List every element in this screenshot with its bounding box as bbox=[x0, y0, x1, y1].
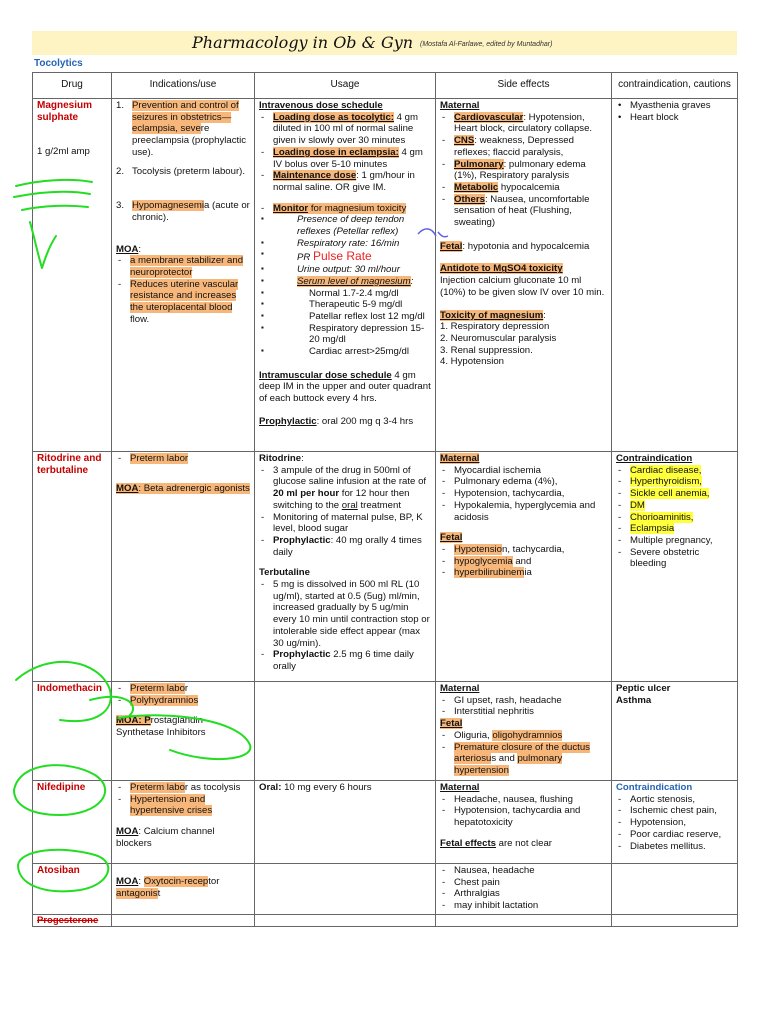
contraindication-heading: Contraindication bbox=[616, 453, 693, 464]
ritodrine-heading: Ritodrine: bbox=[259, 453, 304, 464]
contraindication-item: • Heart block bbox=[616, 112, 733, 124]
indications-cell: 1. Prevention and control of seizures in obstetrics—eclampsia, severe preeclampsia (prophylactic use). 2. Tocolysis (preterm labour). 3. Hypomagnesemia (acute or chronic). MOA: - a membrane stabilizer and neuroprotector - Reduces uterine vascular resistance and increases the uteroplacental blood flow. bbox=[112, 99, 255, 452]
contraindication-item: - Hyperthyroidism, bbox=[616, 476, 733, 488]
usage-item: - 5 mg is dissolved in 500 ml RL (10 ug/ml), started at 0.5 (5ug) ml/min, increased gradually by 5 ug/min every 10 min until contraction stop or intolerable side effect appear (max 30 ug/min). bbox=[259, 579, 431, 649]
side-effects-cell bbox=[436, 864, 612, 915]
drug-name: Atosiban bbox=[37, 865, 80, 876]
im-schedule: Intramuscular dose schedule 4 gm deep IM in the upper and outer quadrant of each buttock every 4 hrs. bbox=[259, 369, 431, 405]
drug-cell bbox=[33, 914, 112, 927]
indications-cell bbox=[112, 682, 255, 781]
drug-cell bbox=[33, 781, 112, 864]
usage-cell bbox=[255, 864, 436, 915]
row-ritodrine-terbutaline bbox=[33, 452, 738, 682]
row-nifedipine bbox=[33, 781, 738, 864]
side-effect-item: - Hypotension, tachycardia, bbox=[440, 544, 607, 556]
indication-item: 1. Prevention and control of seizures in obstetrics—eclampsia, severe preeclampsia (prophylactic use). bbox=[116, 100, 247, 158]
usage-item: - Prophylactic 2.5 mg 6 time daily orally bbox=[259, 649, 431, 672]
page-subtitle: (Mostafa Al-Farlawe, edited by Muntadhar) bbox=[420, 41, 553, 48]
indication-item: 3. Hypomagnesemia (acute or chronic). bbox=[116, 200, 250, 223]
contraindications-cell bbox=[612, 914, 738, 927]
side-effect-item: - Hypotension, tachycardia and hepatotoxicity bbox=[440, 805, 607, 828]
row-magnesium-sulphate bbox=[33, 99, 738, 452]
level-item: ▪ Normal 1.7-2.4 mg/dl bbox=[259, 288, 431, 300]
indication-item: - Polyhydramnios bbox=[116, 695, 250, 707]
header-indications: Indications/use bbox=[112, 73, 255, 99]
contraindication-item: - Ischemic chest pain, bbox=[616, 805, 733, 817]
contraindication-item: - Eclampsia bbox=[616, 523, 733, 535]
moa-item: - a membrane stabilizer and neuroprotector bbox=[116, 255, 250, 278]
side-effect-item: - Nausea, headache bbox=[440, 865, 607, 877]
contraindication-item: - Chorioaminitis, bbox=[616, 512, 733, 524]
drug-name: Magnesium sulphate bbox=[37, 100, 93, 124]
contraindication-item: - Severe obstetric bleeding bbox=[616, 547, 733, 570]
usage-item: - Loading dose in eclampsia: 4 gm IV bolus over 5-10 minutes bbox=[259, 147, 431, 170]
moa: MOA: Beta adrenergic agonists bbox=[116, 482, 250, 494]
drug-name: Ritodrine and terbutaline bbox=[37, 453, 102, 477]
contraindication-item: - Diabetes mellitus. bbox=[616, 841, 733, 853]
terbutaline-heading: Terbutaline bbox=[259, 567, 310, 579]
toxicity-item: 4. Hypotension bbox=[440, 356, 504, 368]
fetal-effect: Fetal: hypotonia and hypocalcemia bbox=[440, 240, 590, 252]
drug-name: Nifedipine bbox=[37, 782, 86, 793]
contraindication-item: - Poor cardiac reserve, bbox=[616, 829, 733, 841]
usage-item: - Maintenance dose: 1 gm/hour in normal saline. OR give IM. bbox=[259, 170, 431, 193]
side-effect-item: - Pulmonary: pulmonary edema (1%), Respiratory paralysis bbox=[440, 159, 607, 182]
contraindication-item: - Aortic stenosis, bbox=[616, 794, 733, 806]
maternal-heading: Maternal bbox=[440, 683, 480, 694]
monitor-item: ▪ Presence of deep tendon reflexes (Petellar reflex) bbox=[259, 214, 431, 237]
fetal-heading: Fetal bbox=[440, 532, 463, 544]
usage-cell bbox=[255, 781, 436, 864]
drug-cell bbox=[33, 864, 112, 915]
side-effect-item: - Headache, nausea, flushing bbox=[440, 794, 607, 806]
moa: MOA: Calcium channel blockers bbox=[116, 826, 215, 849]
toxicity-heading: Toxicity of magnesium: bbox=[440, 309, 546, 321]
side-effects-cell bbox=[436, 452, 612, 682]
fetal-effect: Fetal effects are not clear bbox=[440, 837, 552, 849]
usage-cell bbox=[255, 914, 436, 927]
usage-item: - 3 ampule of the drug in 500ml of glucose saline infusion at the rate of 20 ml per hour for 12 hour then switching to the oral treatment bbox=[259, 465, 431, 512]
page-title: Pharmacology in Ob & Gyn bbox=[192, 33, 414, 52]
side-effects-cell bbox=[436, 682, 612, 781]
side-effects-cell bbox=[436, 99, 612, 452]
antidote-heading: Antidote to MgSO4 toxicity bbox=[440, 263, 563, 275]
header-side-effects: Side effects bbox=[436, 73, 612, 99]
usage-item: - Monitor for magnesium toxicity bbox=[259, 203, 431, 215]
drug-cell bbox=[33, 452, 112, 682]
maternal-heading: Maternal bbox=[440, 782, 480, 793]
toxicity-item: 3. Renal suppression. bbox=[440, 344, 533, 356]
indications-cell bbox=[112, 452, 255, 682]
contraindication-item: - Sickle cell anemia, bbox=[616, 488, 733, 500]
side-effect-item: - Chest pain bbox=[440, 877, 607, 889]
level-item: ▪ Cardiac arrest>25mg/dl bbox=[259, 346, 431, 358]
side-effect-item: - Hypokalemia, hyperglycemia and acidosis bbox=[440, 500, 607, 523]
contraindication-item: Peptic ulcer bbox=[616, 683, 671, 694]
drug-name: Progesterone bbox=[37, 914, 99, 926]
side-effect-item: - Others: Nausea, uncomfortable sensation of heat (Flushing, sweating) bbox=[440, 194, 607, 229]
monitor-item: ▪ PR Pulse Rate bbox=[259, 249, 431, 264]
contraindications-cell bbox=[612, 452, 738, 682]
side-effect-item: - Premature closure of the ductus arteriosus and pulmonary hypertension bbox=[440, 742, 607, 777]
indications-cell bbox=[112, 864, 255, 915]
indications-cell bbox=[112, 781, 255, 864]
drug-cell bbox=[33, 99, 112, 452]
monitor-item: ▪ Urine output: 30 ml/hour bbox=[259, 264, 431, 276]
indication-item: 2. Tocolysis (preterm labour). bbox=[116, 165, 246, 177]
contraindication-item: - Cardiac disease, bbox=[616, 465, 733, 477]
side-effect-item: - Hypotension, tachycardia, bbox=[440, 488, 607, 500]
header-row bbox=[33, 73, 738, 99]
contraindication-item: - DM bbox=[616, 500, 733, 512]
moa-item: - Reduces uterine vascular resistance and increases the uteroplacental blood flow. bbox=[116, 279, 250, 326]
contraindication-item: - Hypotension, bbox=[616, 817, 733, 829]
indication-item: - Preterm labor as tocolysis bbox=[116, 782, 250, 794]
header-drug: Drug bbox=[33, 73, 112, 99]
contraindications-cell bbox=[612, 864, 738, 915]
level-item: ▪ Patellar reflex lost 12 mg/dl bbox=[259, 311, 431, 323]
indication-item: - Preterm labor bbox=[116, 453, 250, 465]
section-heading: Tocolytics bbox=[34, 58, 83, 69]
side-effect-item: - CNS: weakness, Depressed reflexes; flaccid paralysis, bbox=[440, 135, 607, 158]
monitor-item: ▪ Serum level of magnesium: bbox=[259, 276, 431, 288]
indication-item: - Hypertension and hypertensive crises bbox=[116, 794, 250, 817]
side-effect-item: - Metabolic hypocalcemia bbox=[440, 182, 607, 194]
side-effect-item: - hyperbilirubinemia bbox=[440, 567, 607, 579]
side-effect-item: - hypoglycemia and bbox=[440, 556, 607, 568]
drug-cell bbox=[33, 682, 112, 781]
usage-cell bbox=[255, 682, 436, 781]
prophylactic-dose: Prophylactic: oral 200 mg q 3-4 hrs bbox=[259, 415, 414, 427]
side-effects-cell bbox=[436, 914, 612, 927]
usage-cell bbox=[255, 452, 436, 682]
side-effect-item: - Pulmonary edema (4%), bbox=[440, 476, 607, 488]
contraindication-item: - Multiple pregnancy, bbox=[616, 535, 733, 547]
moa-label: MOA bbox=[116, 243, 139, 255]
drug-dose: 1 g/2ml amp bbox=[37, 146, 90, 158]
maternal-heading: Maternal bbox=[440, 453, 480, 464]
fetal-heading: Fetal bbox=[440, 718, 463, 730]
level-item: ▪ Respiratory depression 15-20 mg/dl bbox=[259, 323, 431, 346]
contraindication-heading: Contraindication bbox=[616, 782, 693, 793]
contraindications-cell bbox=[612, 781, 738, 864]
side-effects-cell bbox=[436, 781, 612, 864]
toxicity-item: 1. Respiratory depression bbox=[440, 321, 550, 333]
moa: MOA: Oxytocin-receptor antagonist bbox=[116, 876, 220, 899]
header-contraindications: contraindication, cautions bbox=[612, 73, 738, 99]
tocolytics-table bbox=[32, 72, 738, 927]
toxicity-item: 2. Neuromuscular paralysis bbox=[440, 332, 557, 344]
side-effect-item: - Interstitial nephritis bbox=[440, 706, 607, 718]
side-effect-item: - GI upset, rash, headache bbox=[440, 695, 607, 707]
contraindication-item: Asthma bbox=[616, 694, 652, 706]
level-item: ▪ Therapeutic 5-9 mg/dl bbox=[259, 299, 431, 311]
usage-item: - Prophylactic: 40 mg orally 4 times daily bbox=[259, 535, 431, 558]
side-effect-item: - Oliguria, oligohydramnios bbox=[440, 730, 607, 742]
usage-cell bbox=[255, 99, 436, 452]
usage-item: - Loading dose as tocolytic: 4 gm diluted in 100 ml of normal saline given iv slowly over 30 minutes bbox=[259, 112, 431, 147]
side-effect-item: - may inhibit lactation bbox=[440, 900, 607, 912]
header-usage: Usage bbox=[255, 73, 436, 99]
maternal-heading: Maternal bbox=[440, 100, 480, 111]
side-effect-item: - Arthralgias bbox=[440, 888, 607, 900]
contraindications-cell bbox=[612, 99, 738, 452]
indications-cell bbox=[112, 914, 255, 927]
side-effect-item: - Myocardial ischemia bbox=[440, 465, 607, 477]
contraindication-item: • Myasthenia graves bbox=[616, 100, 733, 112]
usage-item: - Monitoring of maternal pulse, BP, K level, blood sugar bbox=[259, 512, 431, 535]
antidote-text: Injection calcium gluconate 10 ml (10%) to be given slow IV over 10 min. bbox=[440, 275, 605, 298]
drug-name: Indomethacin bbox=[37, 683, 103, 694]
row-indomethacin bbox=[33, 682, 738, 781]
contraindications-cell bbox=[612, 682, 738, 781]
monitor-item: ▪ Respiratory rate: 16/min bbox=[259, 238, 431, 250]
iv-schedule-heading: Intravenous dose schedule bbox=[259, 100, 383, 111]
usage-item: Oral: 10 mg every 6 hours bbox=[259, 782, 372, 793]
row-progesterone bbox=[33, 914, 738, 927]
side-effect-item: - Cardiovascular: Hypotension, Heart block, circulatory collapse. bbox=[440, 112, 607, 135]
indication-item: - Preterm labor bbox=[116, 683, 250, 695]
moa: MOA: Prostaglandin Synthetase Inhibitors bbox=[116, 715, 206, 739]
row-atosiban bbox=[33, 864, 738, 915]
